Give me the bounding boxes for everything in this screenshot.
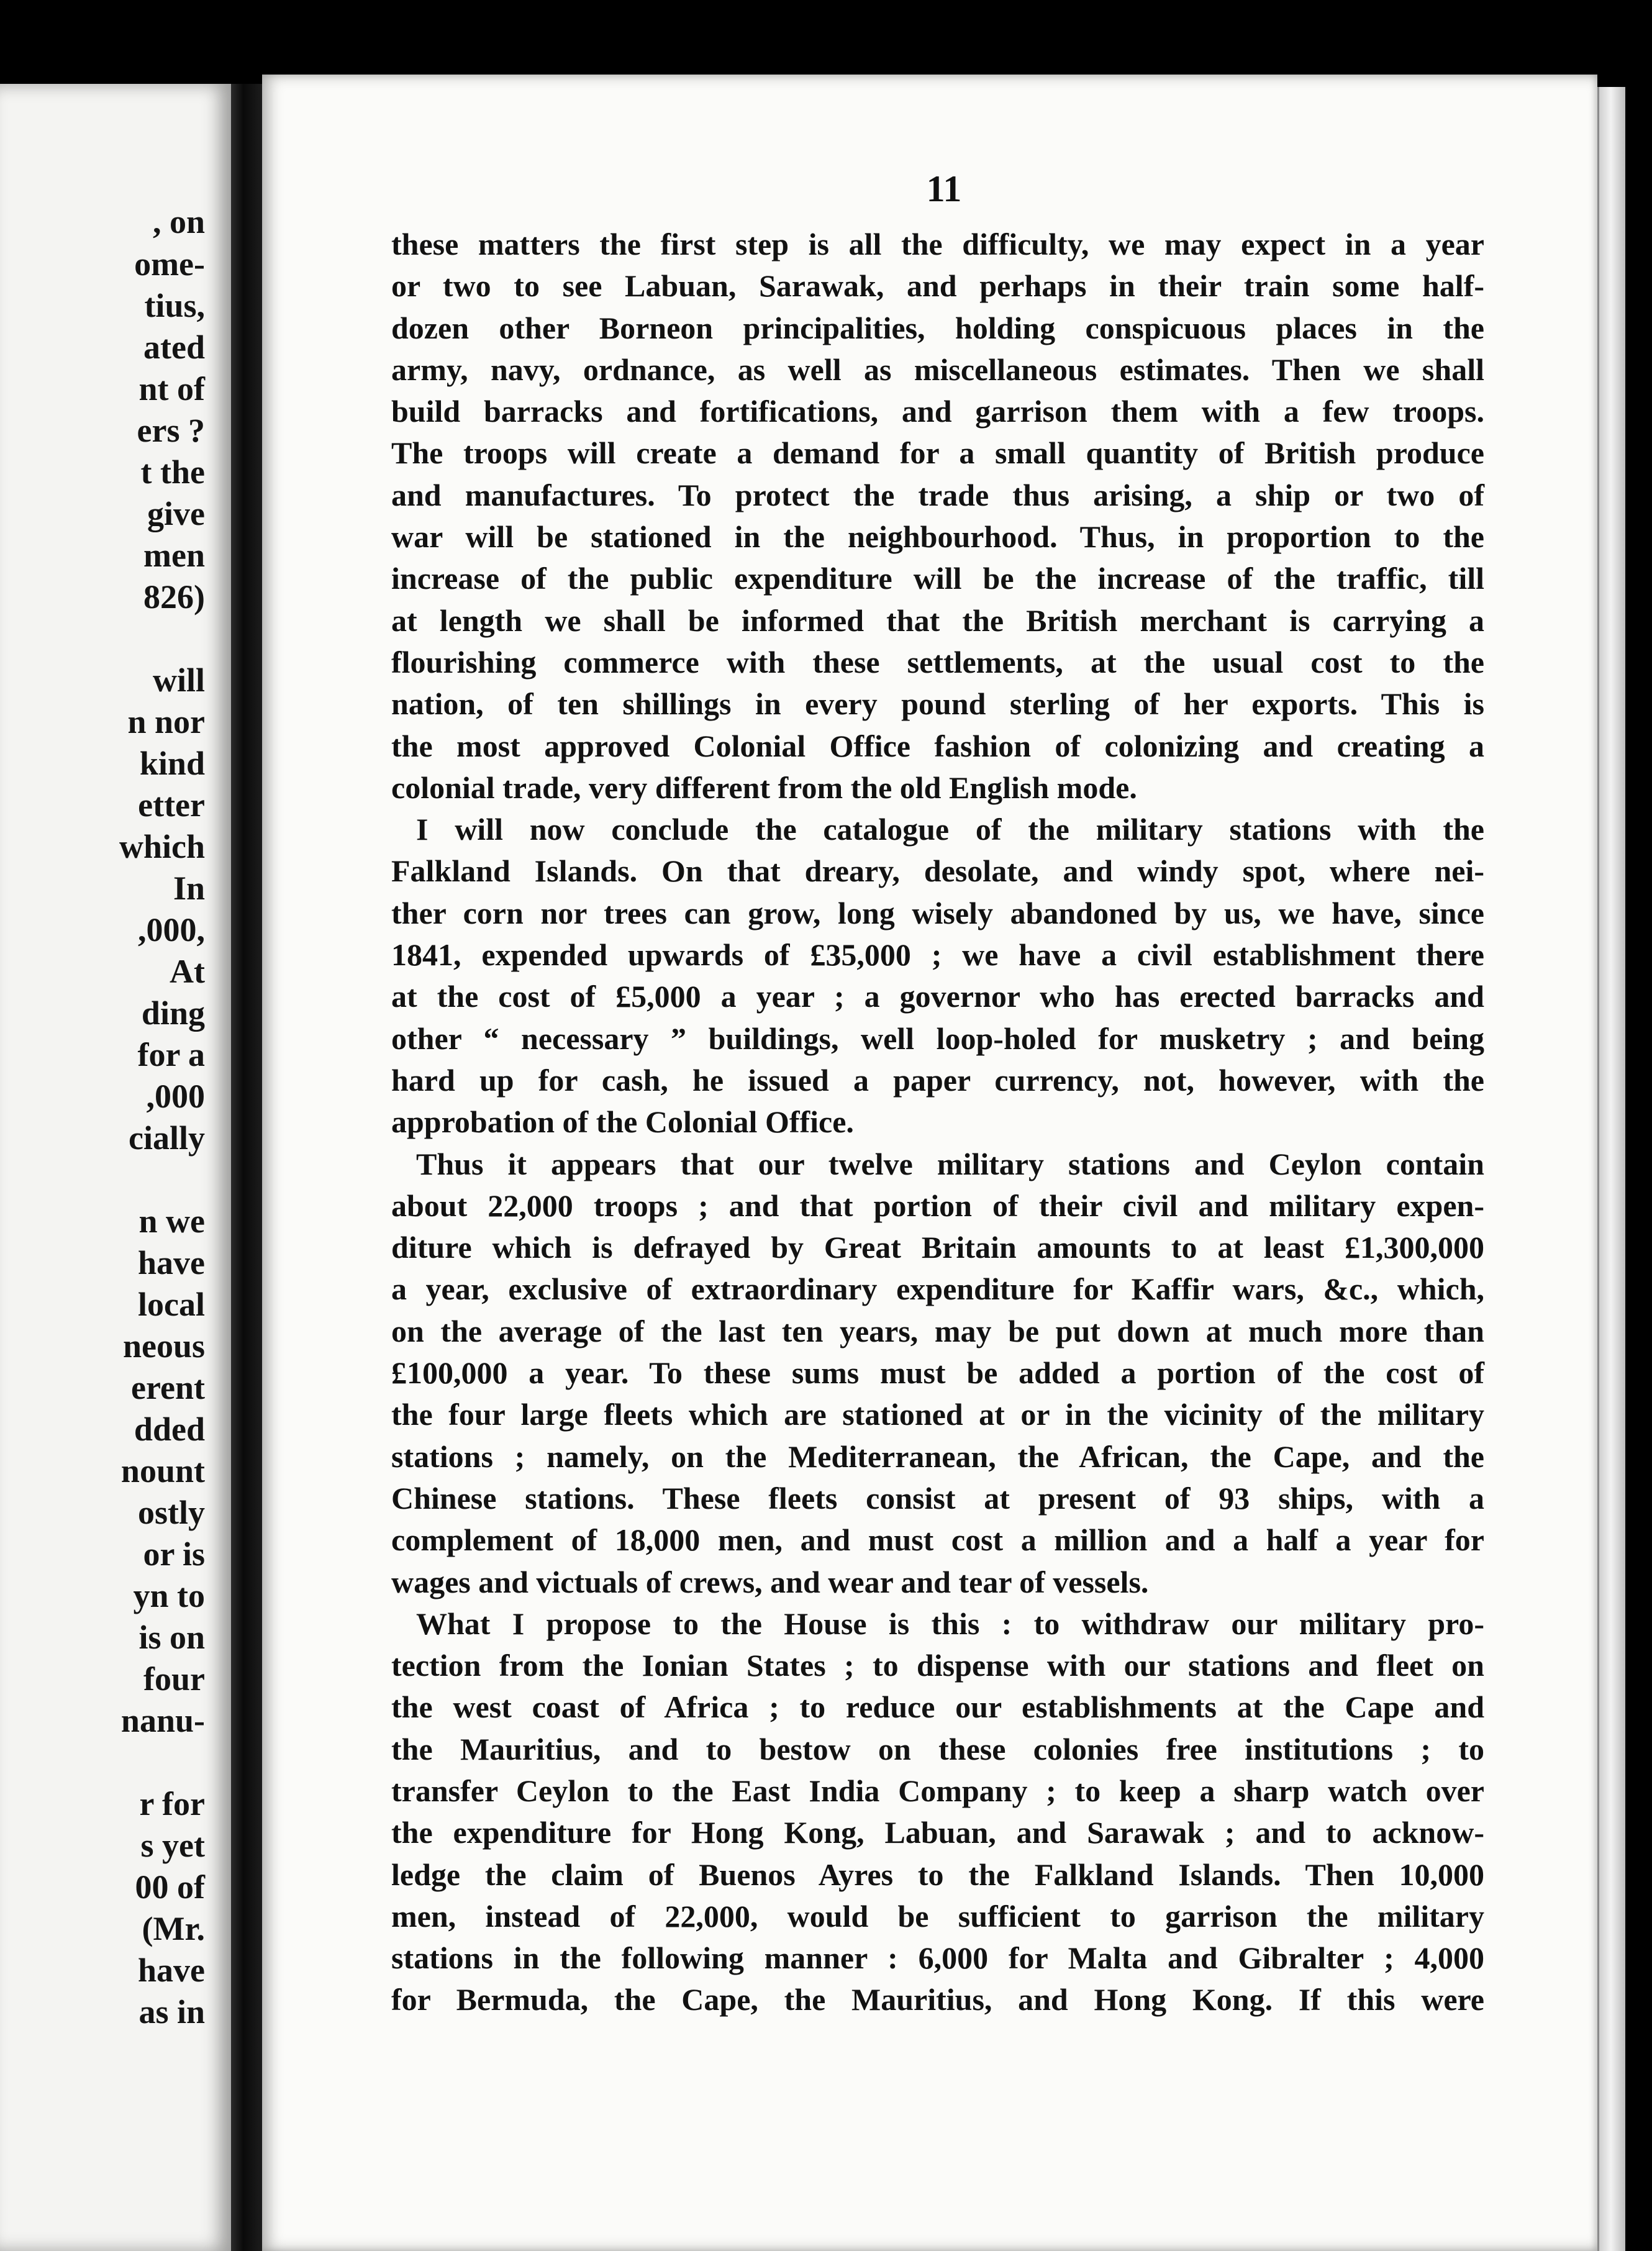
page-number: 11 xyxy=(926,168,962,209)
page-body-text xyxy=(391,224,1484,2021)
left-page-text-fragment: erent xyxy=(131,1369,205,1406)
text-line: these matters the first step is all the difficulty, we may expect in a year xyxy=(391,227,1484,261)
text-line: 1841, expended upwards of £35,000 ; we have a civil establishment there xyxy=(391,937,1484,973)
text-line: Thus it appears that our twelve military stations and Ceylon contain xyxy=(416,1146,1484,1181)
text-line: nation, of ten shillings in every pound sterling of her exports. This is xyxy=(391,686,1484,722)
left-page-text-fragment: n we xyxy=(138,1203,205,1240)
text-line: What I propose to the House is this : to withdraw our military pro- xyxy=(416,1606,1484,1641)
left-page-text-fragment: etter xyxy=(138,786,205,824)
left-page-text-fragment: which xyxy=(119,828,205,865)
text-line: I will now conclude the catalogue of the military stations with the xyxy=(416,812,1484,847)
left-page-text-fragment: dded xyxy=(134,1411,205,1448)
text-line: the expenditure for Hong Kong, Labuan, and Sarawak ; and to acknow- xyxy=(391,1815,1484,1850)
text-line: a year, exclusive of extraordinary expenditure for Kaffir wars, &c., which, xyxy=(391,1271,1484,1307)
left-page-text-fragment: as in xyxy=(138,1993,205,2030)
text-line: Falkland Islands. On that dreary, desolate, and windy spot, where nei- xyxy=(391,853,1484,889)
text-line: the west coast of Africa ; to reduce our establishments at the Cape and xyxy=(391,1689,1484,1725)
text-line: flourishing commerce with these settlements, at the usual cost to the xyxy=(391,644,1484,680)
paragraph xyxy=(391,1144,1484,1603)
text-line: at length we shall be informed that the British merchant is carrying a xyxy=(391,603,1484,638)
left-page-text-fragment: local xyxy=(138,1286,205,1323)
text-line: The troops will create a demand for a small quantity of British produce xyxy=(391,435,1484,471)
text-line: for Bermuda, the Cape, the Mauritius, and Hong Kong. If this were xyxy=(391,1982,1484,2017)
left-page-text-fragment: for a xyxy=(137,1036,205,1073)
left-page-text-fragment: four xyxy=(143,1660,205,1698)
text-line: increase of the public expenditure will be the increase of the traffic, till xyxy=(391,561,1484,596)
text-line: on the average of the last ten years, may be put down at much more than xyxy=(391,1313,1484,1348)
text-line: war will be stationed in the neighbourhood. Thus, in proportion to the xyxy=(391,519,1484,555)
left-page-text-fragment: kind xyxy=(139,745,205,782)
paragraph xyxy=(391,224,1484,809)
left-page-text-fragment: is on xyxy=(138,1619,205,1656)
left-page-text-fragment: yn to xyxy=(133,1577,205,1614)
text-line: the most approved Colonial Office fashion of colonizing and creating a xyxy=(391,728,1484,763)
text-line: ledge the claim of Buenos Ayres to the Falkland Islands. Then 10,000 xyxy=(391,1857,1484,1892)
left-page-text-fragment: At xyxy=(170,953,205,990)
previous-page-edge xyxy=(0,84,231,2251)
left-page-text-fragment: or is xyxy=(143,1535,205,1573)
left-page-text-fragment: ,000, xyxy=(138,911,205,948)
text-line: approbation of the Colonial Office. xyxy=(391,1104,854,1140)
left-page-text-fragment: In xyxy=(173,870,205,907)
text-line: and manufactures. To protect the trade thus arising, a ship or two of xyxy=(391,477,1484,512)
text-line: wages and victuals of crews, and wear and tear of vessels. xyxy=(391,1564,1149,1599)
text-line: complement of 18,000 men, and must cost a million and a half a year for xyxy=(391,1522,1484,1558)
left-page-text-fragment: ome- xyxy=(134,245,205,283)
left-page-text-fragment: 826) xyxy=(143,578,205,616)
left-page-text-fragment: t the xyxy=(140,453,205,491)
text-line: colonial trade, very different from the old English mode. xyxy=(391,770,1137,805)
text-line: Chinese stations. These fleets consist at present of 93 ships, with a xyxy=(391,1480,1484,1516)
text-line: tection from the Ionian States ; to dispense with our stations and fleet on xyxy=(391,1648,1484,1683)
left-page-text-fragment: nount xyxy=(120,1452,205,1489)
text-line: about 22,000 troops ; and that portion of their civil and military expen- xyxy=(391,1188,1484,1223)
text-line: diture which is defrayed by Great Britain amounts to at least £1,300,000 xyxy=(391,1230,1484,1265)
page-stack-edge xyxy=(1597,87,1625,2251)
left-page-text-fragment: ers ? xyxy=(137,412,205,449)
left-page-text-fragment: have xyxy=(138,1952,205,1989)
text-line: transfer Ceylon to the East India Company ; to keep a sharp watch over xyxy=(391,1773,1484,1808)
left-page-text-fragment: r for xyxy=(139,1785,205,1822)
left-page-text-fragment: ,000 xyxy=(146,1078,205,1115)
left-page-text-fragment: ostly xyxy=(138,1494,205,1531)
left-page-text-fragment: men xyxy=(143,537,205,574)
text-line: the Mauritius, and to bestow on these colonies free institutions ; to xyxy=(391,1731,1484,1767)
paragraph xyxy=(391,1603,1484,2021)
left-page-text-fragment: ding xyxy=(141,994,205,1032)
text-line: men, instead of 22,000, would be sufficient to garrison the military xyxy=(391,1898,1484,1934)
left-page-text-fragment: give xyxy=(147,495,205,532)
book-gutter xyxy=(231,84,262,2251)
text-line: the four large fleets which are stationed at or in the vicinity of the military xyxy=(391,1397,1484,1432)
left-page-text-fragment: , on xyxy=(152,203,205,240)
text-line: hard up for cash, he issued a paper currency, not, however, with the xyxy=(391,1062,1484,1098)
text-line: £100,000 a year. To these sums must be added a portion of the cost of xyxy=(391,1355,1484,1391)
left-page-text-fragment: neous xyxy=(122,1327,205,1365)
left-page-text-fragment: s yet xyxy=(140,1827,205,1864)
left-page-text-fragment: cially xyxy=(129,1119,205,1157)
left-page-text-fragment: ated xyxy=(143,329,205,366)
text-line: build barracks and fortifications, and garrison them with a few troops. xyxy=(391,394,1484,429)
text-line: ther corn nor trees can grow, long wisely abandoned by us, we have, since xyxy=(391,895,1484,930)
paragraph xyxy=(391,809,1484,1143)
left-page-text-fragment: will xyxy=(152,662,205,699)
text-line: other “ necessary ” buildings, well loop-holed for musketry ; and being xyxy=(391,1021,1484,1056)
left-page-text-fragment: nanu- xyxy=(120,1702,205,1739)
text-line: stations in the following manner : 6,000 for Malta and Gibralter ; 4,000 xyxy=(391,1940,1484,1976)
left-page-text-fragment: tius, xyxy=(144,287,205,324)
left-page-text-fragment: have xyxy=(138,1244,205,1281)
text-line: army, navy, ordnance, as well as miscellaneous estimates. Then we shall xyxy=(391,352,1484,387)
left-page-text-fragment: (Mr. xyxy=(142,1910,205,1947)
left-page-text-fragment: 00 of xyxy=(135,1868,205,1906)
left-page-text-fragment: n nor xyxy=(127,703,205,740)
left-page-text-fragment: nt of xyxy=(138,370,205,407)
text-line: at the cost of £5,000 a year ; a governor who has erected barracks and xyxy=(391,979,1484,1014)
text-line: dozen other Borneon principalities, holding conspicuous places in the xyxy=(391,310,1484,345)
text-line: stations ; namely, on the Mediterranean, the African, the Cape, and the xyxy=(391,1439,1484,1474)
text-line: or two to see Labuan, Sarawak, and perhaps in their train some half- xyxy=(391,268,1484,304)
